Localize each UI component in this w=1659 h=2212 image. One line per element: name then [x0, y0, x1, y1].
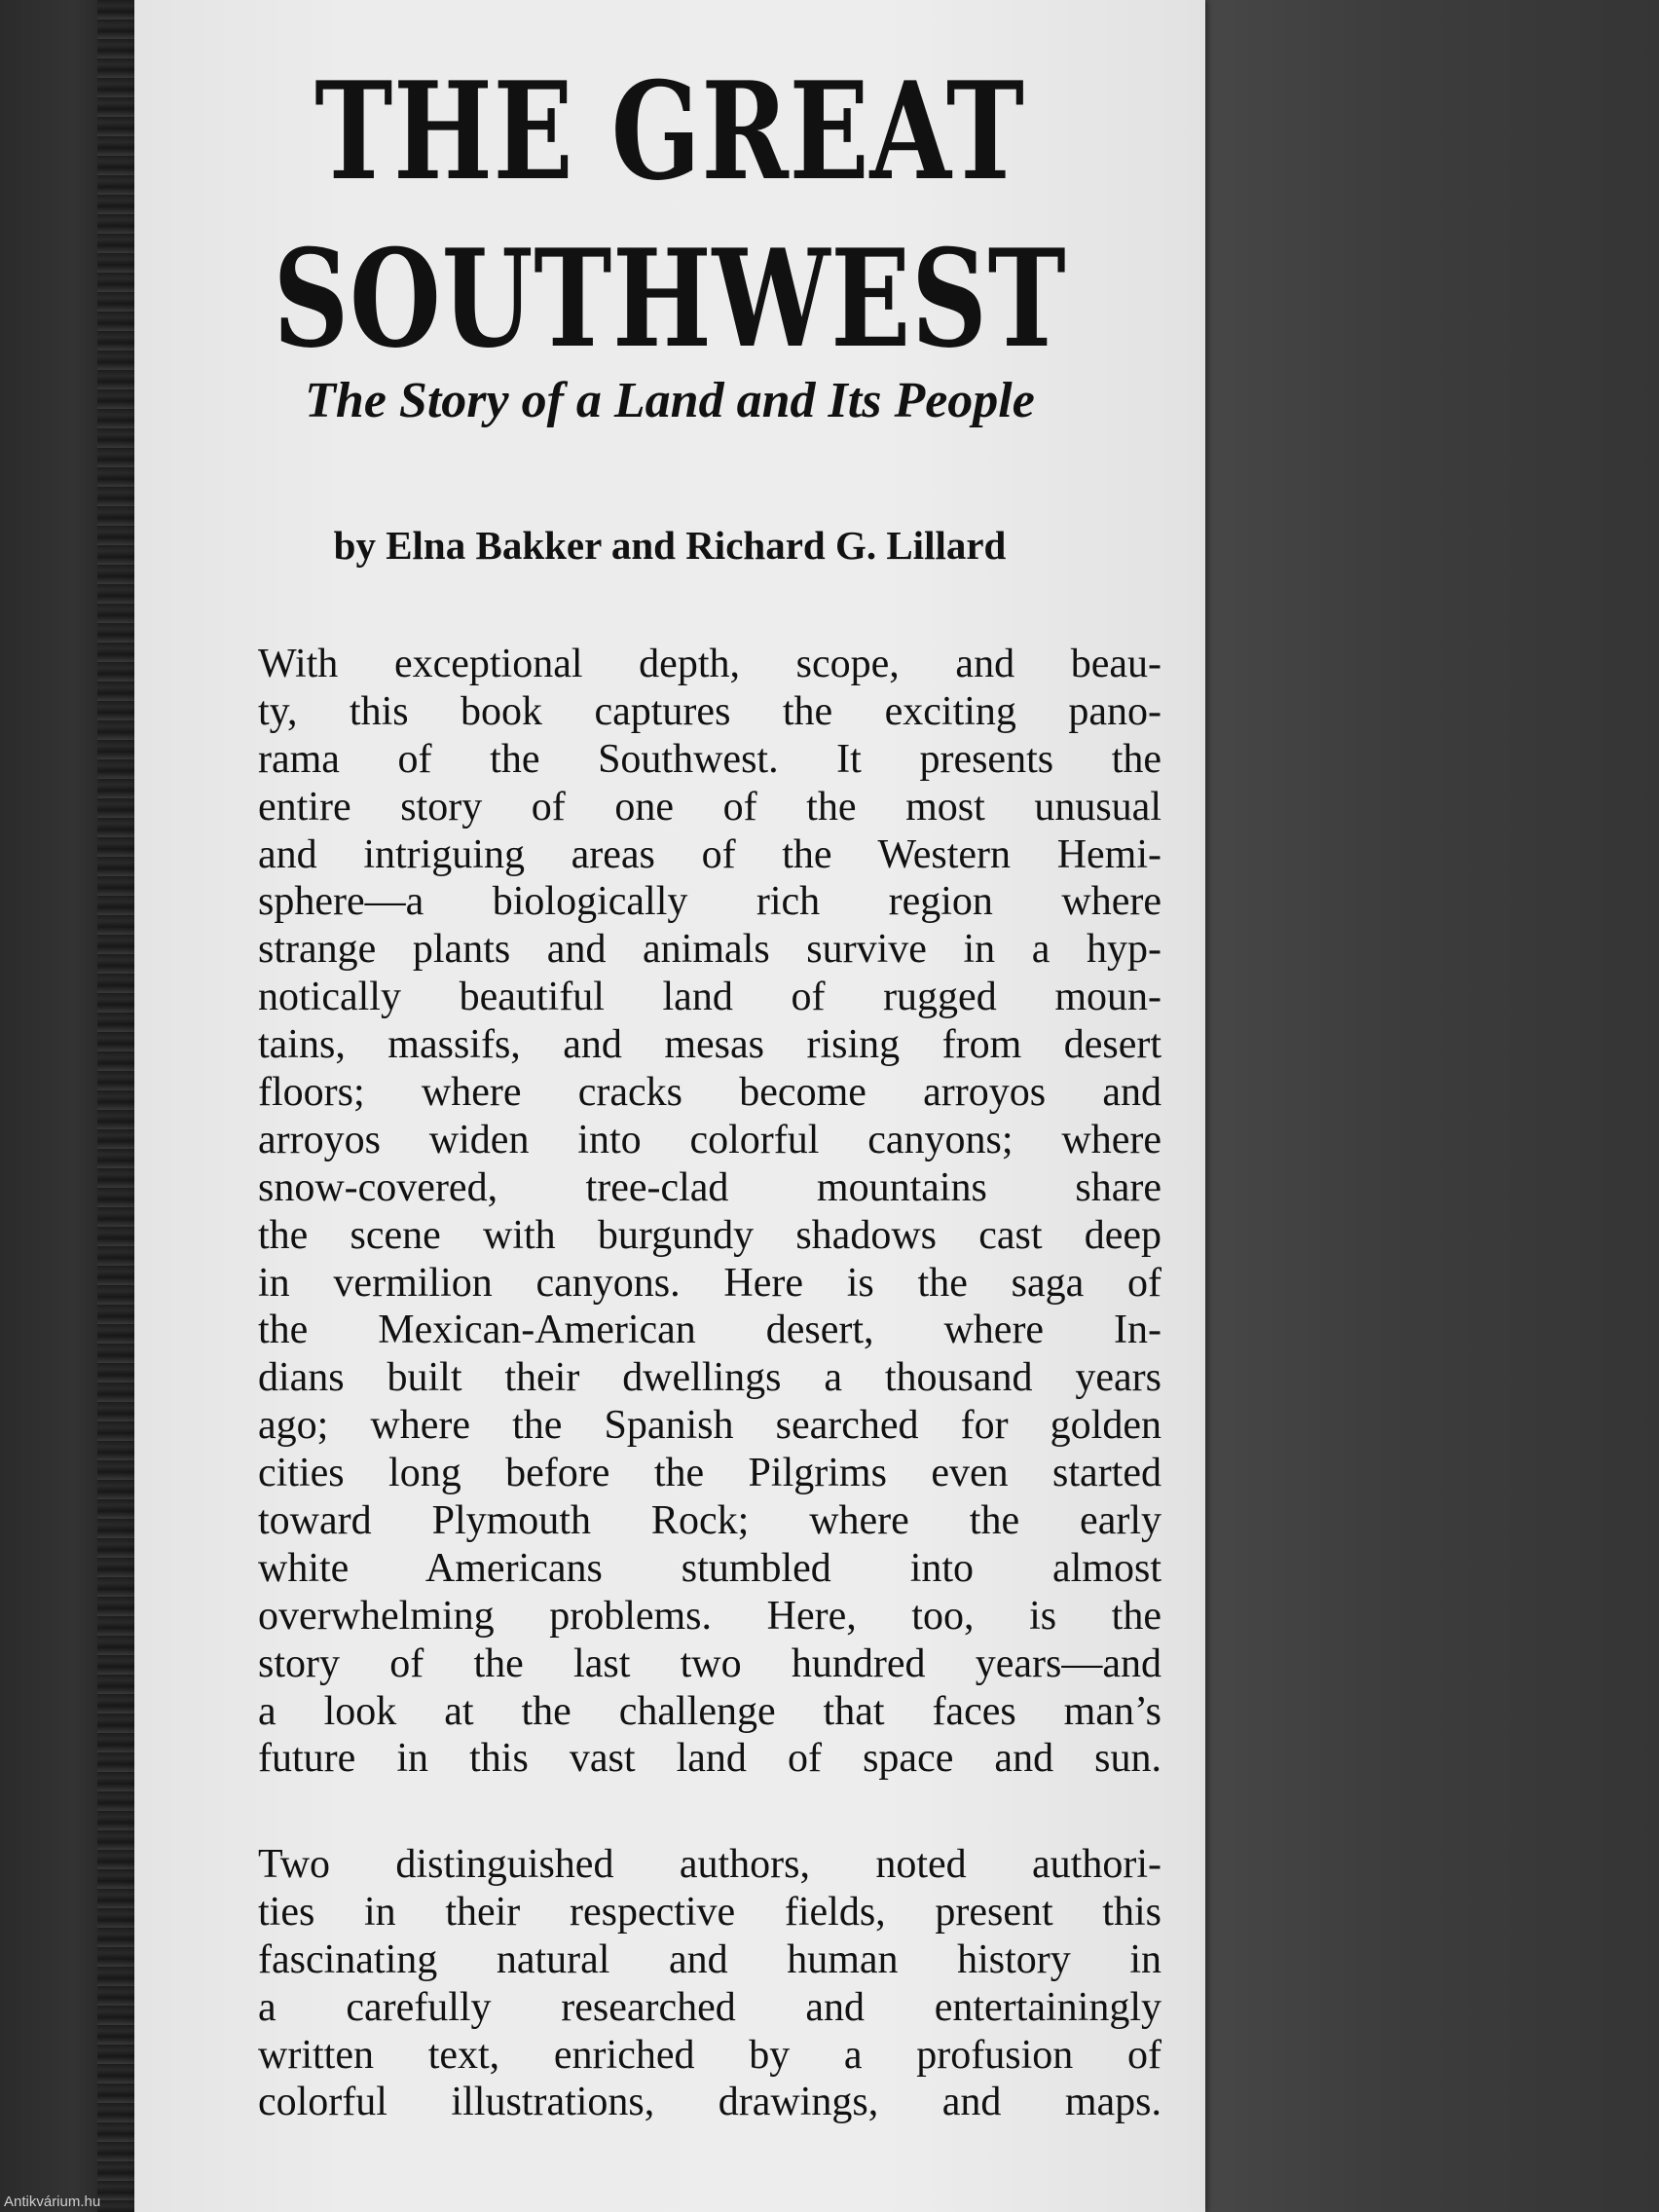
text-line: a look at the challenge that faces man’s — [258, 1688, 1161, 1734]
text-line: white Americans stumbled into almost — [258, 1545, 1161, 1591]
watermark: Antikvárium.hu — [4, 2194, 101, 2210]
cover-photo-edge — [97, 0, 134, 2212]
title-line-1: THE GREAT — [314, 52, 1025, 210]
text-line: dians built their dwellings a thousand years — [258, 1355, 1161, 1401]
text-line: toward Plymouth Rock; where the early — [258, 1498, 1161, 1544]
text-line: sphere—a biologically rich region where — [258, 879, 1161, 925]
author-byline: by Elna Bakker and Richard G. Lillard — [333, 523, 1007, 568]
description-paragraph-2 — [258, 1841, 1161, 2126]
text-line: in vermilion canyons. Here is the saga of — [258, 1260, 1161, 1306]
text-line: fascinating natural and human history in — [258, 1936, 1161, 1982]
text-line: story of the last two hundred years—and — [258, 1641, 1161, 1686]
text-line: the scene with burgundy shadows cast deep — [258, 1212, 1161, 1258]
subtitle: The Story of a Land and Its People — [305, 373, 1035, 428]
text-line: floors; where cracks become arroyos and — [258, 1070, 1161, 1116]
text-line: notically beautiful land of rugged moun- — [258, 975, 1161, 1020]
background-panel — [1205, 0, 1659, 2212]
text-line: Two distinguished authors, noted authori- — [258, 1842, 1161, 1887]
text-line: written text, enriched by a profusion of — [258, 2032, 1161, 2078]
text-line: rama of the Southwest. It presents the — [258, 736, 1161, 782]
text-line: strange plants and animals survive in a hyp- — [258, 927, 1161, 973]
text-line: overwhelming problems. Here, too, is the — [258, 1593, 1161, 1639]
text-line: and intriguing areas of the Western Hemi- — [258, 831, 1161, 877]
text-line: future in this vast land of space and sun. — [258, 1736, 1161, 1782]
text-line: tains, massifs, and mesas rising from desert — [258, 1022, 1161, 1068]
text-line: ago; where the Spanish searched for golden — [258, 1403, 1161, 1449]
jacket-flap — [134, 0, 1205, 2212]
title-line-2: SOUTHWEST — [273, 219, 1067, 378]
text-line: With exceptional depth, scope, and beau- — [258, 642, 1161, 686]
text-line: arroyos widen into colorful canyons; where — [258, 1117, 1161, 1162]
description-paragraph-1 — [258, 641, 1161, 1783]
text-line: snow-covered, tree-clad mountains share — [258, 1164, 1161, 1210]
text-line: the Mexican-American desert, where In- — [258, 1308, 1161, 1353]
text-line: a carefully researched and entertainingly — [258, 1984, 1161, 2030]
book-spine-edge — [0, 0, 134, 2212]
text-line: cities long before the Pilgrims even started — [258, 1451, 1161, 1496]
text-line: colorful illustrations, drawings, and maps. — [258, 2080, 1161, 2125]
text-line: ty, this book captures the exciting pano- — [258, 688, 1161, 734]
text-line: entire story of one of the most unusual — [258, 784, 1161, 830]
text-line: ties in their respective fields, present this — [258, 1889, 1161, 1935]
